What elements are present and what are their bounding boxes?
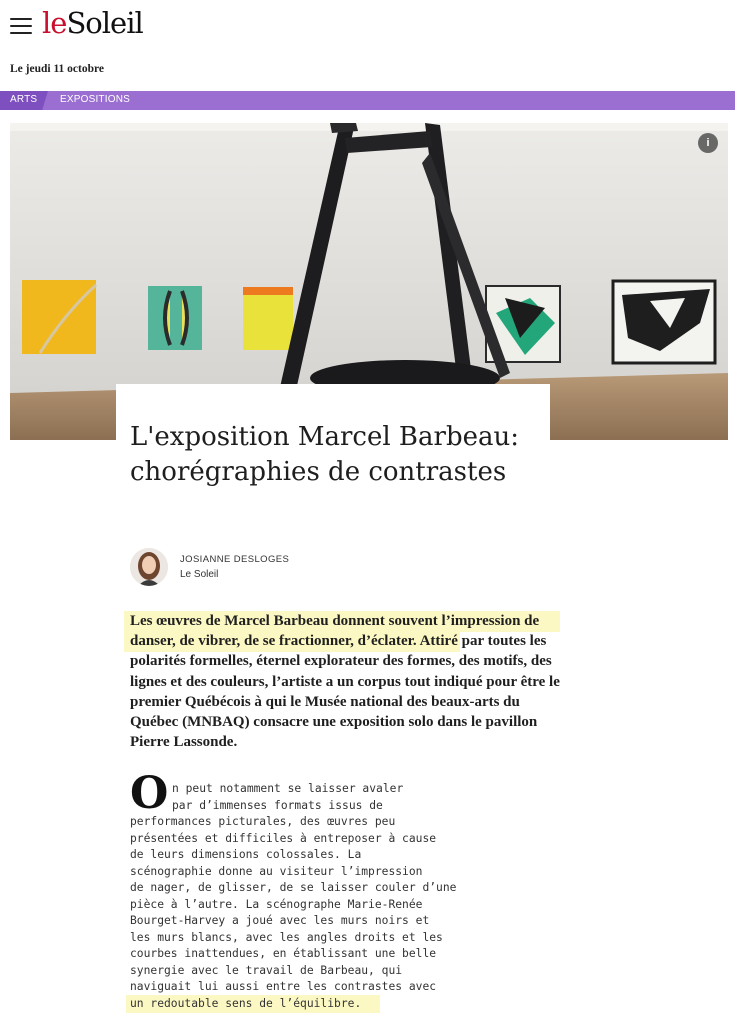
article-lede: Les œuvres de Marcel Barbeau donnent souvent l’impression de danser, de vibrer, de se fractionner, d’éclater. Attiré par toutes les polarités formelles, éternel explorateur des formes, des motifs, des lignes et des couleurs, l’artiste a un corpus tout indiqué pour être le premier Québécois à qui le Musée national des beaux-arts du Québec (MNBAQ) consacre une exposition solo dans le pavillon Pierre Lassonde. [130, 613, 560, 751]
body-line: de nager, de glisser, de se laisser couler d’une [130, 881, 457, 894]
breadcrumb [0, 91, 735, 110]
hamburger-menu-icon[interactable] [10, 18, 32, 36]
author-byline [130, 548, 430, 588]
body-line: n peut notamment se laisser avaler [172, 782, 404, 795]
body-line: courbes inattendues, en établissant une belle [130, 947, 437, 960]
logo-soleil: Soleil [66, 6, 143, 40]
drop-cap: O [130, 768, 169, 819]
site-logo[interactable] [42, 6, 143, 40]
body-line: scénographie donne au visiteur l’impression [130, 864, 423, 878]
body-line: pièce à l’autre. La scénographe Marie-Renée [130, 897, 423, 911]
body-line: performances picturales, des œuvres peu [130, 815, 396, 828]
author-organization: Le Soleil [180, 569, 219, 580]
body-line: Bourget-Harvey a joué avec les murs noirs et [130, 914, 430, 927]
body-line: naviguait lui aussi entre les contrastes avec [130, 980, 437, 993]
body-line: par d’immenses formats issus de [172, 798, 383, 812]
body-line: de leurs dimensions colossales. La [130, 848, 362, 861]
breadcrumb-arts-link[interactable]: ARTS [10, 94, 38, 105]
article-title: L'exposition Marcel Barbeau: chorégraphies de contrastes [130, 422, 519, 487]
breadcrumb-expositions-link[interactable]: EXPOSITIONS [60, 94, 130, 105]
body-line: présentées et difficiles à entreposer à cause [130, 831, 437, 845]
current-date: Le jeudi 11 octobre [10, 63, 105, 75]
site-header [0, 0, 735, 56]
logo-le: le [42, 6, 67, 40]
body-line: les murs blancs, avec les angles droits et les [130, 930, 443, 944]
author-avatar[interactable] [130, 548, 168, 586]
info-icon[interactable]: i [698, 133, 718, 153]
body-line: un redoutable sens de l’équilibre. [130, 996, 362, 1010]
body-line: synergie avec le travail de Barbeau, qui [130, 963, 403, 977]
author-name[interactable]: JOSIANNE DESLOGES [180, 554, 290, 565]
title-card [116, 384, 550, 534]
